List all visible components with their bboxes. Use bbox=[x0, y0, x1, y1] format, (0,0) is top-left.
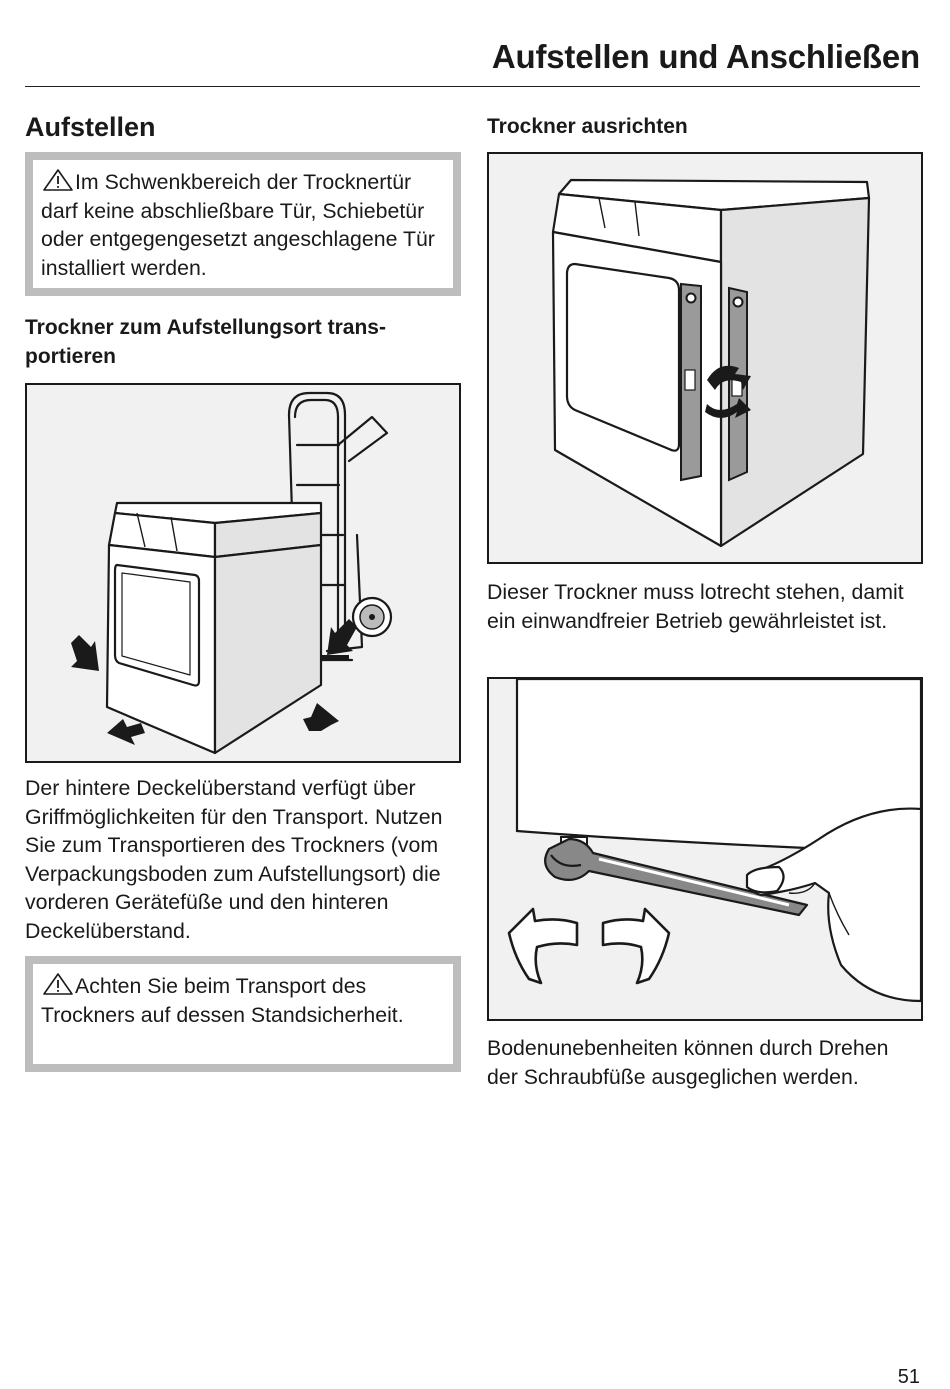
warning-triangle-icon bbox=[41, 168, 75, 192]
warning-box-stability bbox=[25, 956, 461, 1072]
figure-hand-truck bbox=[25, 383, 461, 763]
figure-spirit-level bbox=[487, 152, 923, 564]
body-text-transport: Der hintere Deckelüberstand verfügt über Griffmöglichkeiten für den Transport. Nutzen Sie zum Transportieren des Trockners (vom Verpackungsboden zum Aufstellungsort) die vorderen Gerätefüße und den hinteren Deckelüberstand. bbox=[25, 776, 443, 943]
subheading-level: Trockner ausrichten bbox=[487, 115, 688, 138]
page-number: 51 bbox=[897, 1366, 920, 1388]
subheading-transport: Trockner zum Aufstellungsort transportieren bbox=[25, 316, 386, 368]
page-title: Aufstellen und Anschließen bbox=[491, 38, 920, 75]
body-text-level: Dieser Trockner muss lotrecht stehen, damit ein einwandfreier Betrieb gewährleistet ist. bbox=[487, 580, 904, 633]
figure-adjustable-feet bbox=[487, 677, 923, 1021]
warning-box-door bbox=[25, 152, 461, 296]
section-title: Aufstellen bbox=[25, 112, 156, 142]
warning-text-door: Im Schwenkbereich der Trocknertür darf keine abschließbare Tür, Schiebetür oder entgegengesetzt angeschlagene Tür installiert werden. bbox=[41, 170, 435, 280]
body-text-feet: Bodenunebenheiten können durch Drehen der Schraubfüße ausgeglichen werden. bbox=[487, 1036, 889, 1089]
warning-triangle-icon bbox=[41, 972, 75, 996]
header-rule bbox=[25, 86, 920, 87]
warning-text-stability: Achten Sie beim Transport des Trockners auf dessen Standsicherheit. bbox=[41, 974, 404, 1027]
